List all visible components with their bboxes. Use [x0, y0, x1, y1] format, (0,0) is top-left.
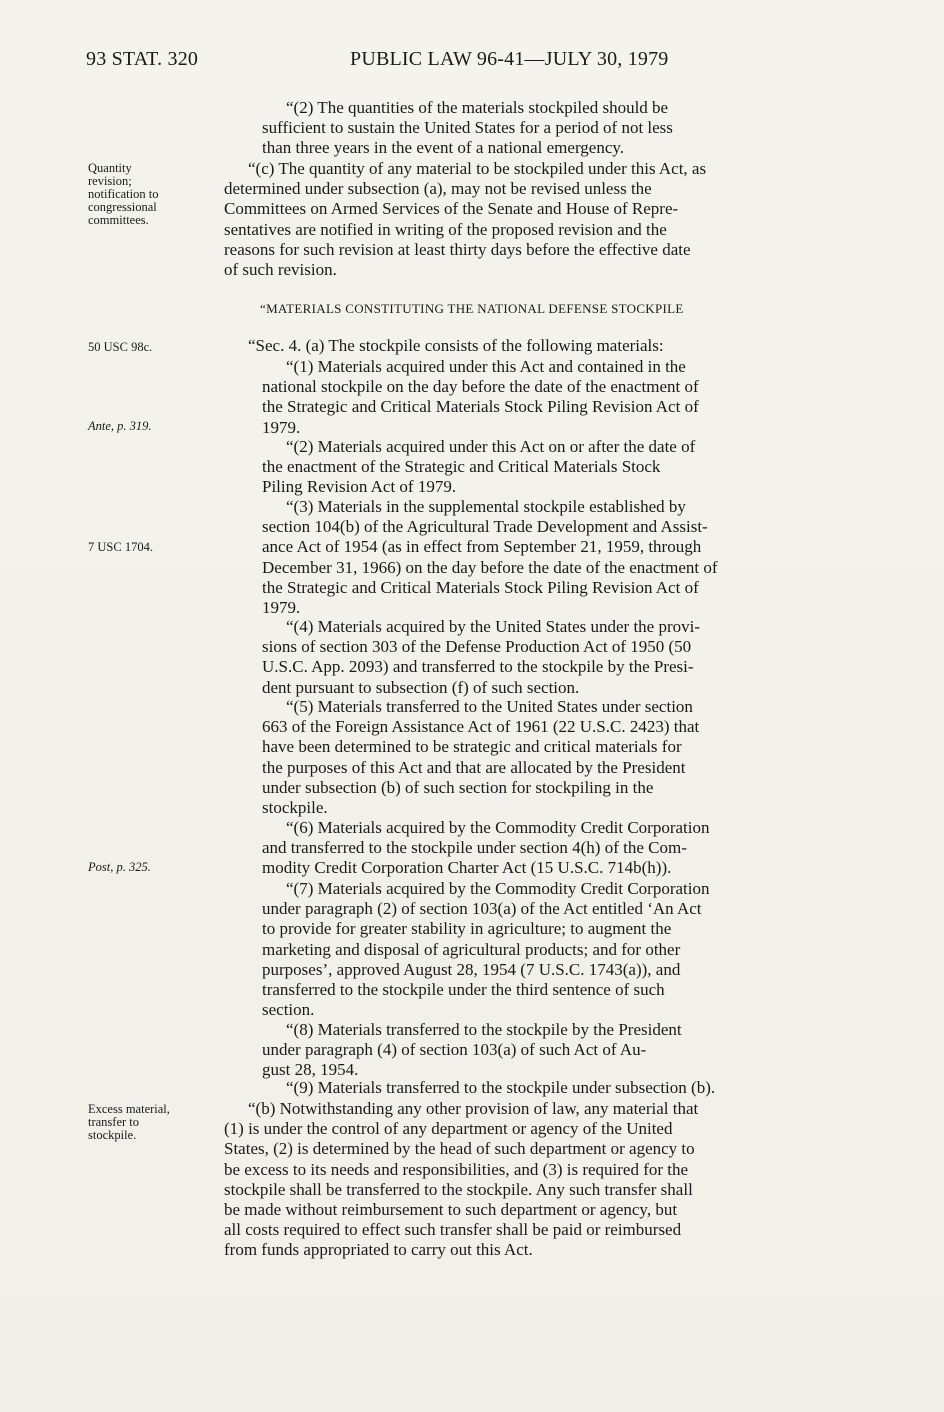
text-line: “(2) Materials acquired under this Act on or after the date of: [286, 437, 696, 456]
text-line: under paragraph (4) of section 103(a) of such Act of Au-: [262, 1040, 647, 1060]
text-line: “(b) Notwithstanding any other provision of law, any material that: [248, 1099, 699, 1118]
materials-item-7: [262, 879, 852, 1020]
text-line: “(3) Materials in the supplemental stockpile established by: [286, 497, 686, 516]
margin-note-usc-1704: [88, 541, 153, 554]
margin-note-line: transfer to: [88, 1115, 140, 1129]
text-line: Committees on Armed Services of the Senate and House of Repre-: [224, 199, 679, 219]
text-line: modity Credit Corporation Charter Act (15 U.S.C. 714b(h)).: [262, 858, 672, 878]
text-line: the Strategic and Critical Materials Stock Piling Revision Act of: [262, 397, 699, 417]
materials-item-1: [262, 357, 852, 438]
text-line: “(9) Materials transferred to the stockpile under subsection (b).: [286, 1078, 716, 1097]
text-line: “(1) Materials acquired under this Act and contained in the: [286, 357, 686, 376]
materials-item-4: [262, 617, 852, 698]
text-line: December 31, 1966) on the day before the date of the enactment of: [262, 557, 718, 577]
text-line: “(2) The quantities of the materials stockpiled should be: [286, 98, 669, 117]
materials-item-9: [262, 1078, 852, 1098]
text-line: determined under subsection (a), may not be revised unless the: [224, 179, 652, 199]
text-line: national stockpile on the day before the date of the enactment of: [262, 377, 699, 397]
text-line: 663 of the Foreign Assistance Act of 1961 (22 U.S.C. 2423) that: [262, 717, 700, 737]
text-line: transferred to the stockpile under the third sentence of such: [262, 980, 665, 1000]
text-line: the Strategic and Critical Materials Stock Piling Revision Act of: [262, 577, 699, 597]
margin-note-usc-98c: [88, 341, 152, 354]
text-line: sions of section 303 of the Defense Production Act of 1950 (50: [262, 637, 692, 657]
running-title: PUBLIC LAW 96-41—JULY 30, 1979: [350, 48, 669, 70]
text-line: U.S.C. App. 2093) and transferred to the stockpile by the Presi-: [262, 657, 694, 677]
text-line: (1) is under the control of any department or agency of the United: [224, 1119, 673, 1139]
text-line: gust 28, 1954.: [262, 1060, 359, 1080]
margin-note-line: 7 USC 1704.: [88, 540, 153, 554]
text-line: from funds appropriated to carry out this Act.: [224, 1240, 533, 1260]
text-line: stockpile shall be transferred to the stockpile. Any such transfer shall: [224, 1179, 693, 1199]
text-line: stockpile.: [262, 798, 328, 818]
text-line: be made without reimbursement to such department or agency, but: [224, 1200, 678, 1220]
text-line: and transferred to the stockpile under section 4(h) of the Com-: [262, 838, 687, 858]
materials-item-2: [262, 437, 852, 498]
text-line: under paragraph (2) of section 103(a) of the Act entitled ‘An Act: [262, 899, 702, 919]
text-line: purposes’, approved August 28, 1954 (7 U.S.C. 1743(a)), and: [262, 959, 681, 979]
text-line: under subsection (b) of such section for stockpiling in the: [262, 777, 654, 797]
text-line: ance Act of 1954 (as in effect from September 21, 1959, through: [262, 537, 702, 557]
text-line: be excess to its needs and responsibilities, and (3) is required for the: [224, 1159, 689, 1179]
text-line: 1979.: [262, 598, 301, 618]
materials-item-5: [262, 697, 852, 818]
text-line: States, (2) is determined by the head of such department or agency to: [224, 1139, 695, 1159]
margin-note-line: revision;: [88, 174, 132, 188]
text-line: section 104(b) of the Agricultural Trade Development and Assist-: [262, 517, 708, 537]
materials-item-8: [262, 1020, 852, 1081]
margin-note-line: notification to: [88, 187, 159, 201]
text-line: sentatives are notified in writing of the proposed revision and the: [224, 219, 667, 239]
text-line: “Sec. 4. (a) The stockpile consists of the following materials:: [248, 336, 664, 355]
paragraph-2: [262, 98, 852, 159]
text-line: “(c) The quantity of any material to be stockpiled under this Act, as: [248, 159, 707, 178]
margin-note-line: stockpile.: [88, 1128, 137, 1142]
margin-note-line: committees.: [88, 213, 149, 227]
text-line: section.: [262, 1000, 315, 1020]
text-line: “(6) Materials acquired by the Commodity Credit Corporation: [286, 818, 710, 837]
margin-note-line: 50 USC 98c.: [88, 340, 153, 354]
margin-note-line: Quantity: [88, 161, 132, 175]
margin-note-line: Post, p. 325.: [88, 860, 151, 874]
text-line: dent pursuant to subsection (f) of such section.: [262, 677, 580, 697]
text-line: have been determined to be strategic and critical materials for: [262, 737, 682, 757]
margin-note-line: congressional: [88, 200, 157, 214]
materials-item-6: [262, 818, 852, 879]
section-heading: “MATERIALS CONSTITUTING THE NATIONAL DEFENSE STOCKPILE: [260, 301, 684, 316]
subsection-c: [224, 159, 852, 280]
text-line: marketing and disposal of agricultural products; and for other: [262, 939, 681, 959]
text-line: Piling Revision Act of 1979.: [262, 477, 457, 497]
subsection-b: [224, 1099, 852, 1261]
text-line: the purposes of this Act and that are allocated by the President: [262, 757, 686, 777]
text-line: “(8) Materials transferred to the stockpile by the President: [286, 1020, 682, 1039]
text-line: to provide for greater stability in agriculture; to augment the: [262, 919, 672, 939]
page-reference: 93 STAT. 320: [86, 48, 199, 70]
text-line: 1979.: [262, 417, 301, 437]
materials-item-3: [262, 497, 852, 618]
text-line: all costs required to effect such transfer shall be paid or reimbursed: [224, 1220, 682, 1240]
text-line: than three years in the event of a national emergency.: [262, 138, 625, 158]
text-line: sufficient to sustain the United States for a period of not less: [262, 118, 673, 138]
margin-note-quantity-revision: [88, 162, 158, 227]
text-line: of such revision.: [224, 260, 337, 280]
margin-note-line: Excess material,: [88, 1102, 170, 1116]
text-line: reasons for such revision at least thirty days before the effective date: [224, 239, 691, 259]
section-4-intro: [224, 336, 852, 356]
margin-note-line: Ante, p. 319.: [88, 419, 152, 433]
text-line: “(4) Materials acquired by the United States under the provi-: [286, 617, 701, 636]
margin-note-ante: [88, 420, 152, 433]
margin-note-excess-material: [88, 1103, 170, 1142]
text-line: the enactment of the Strategic and Critical Materials Stock: [262, 457, 661, 477]
text-line: “(5) Materials transferred to the United States under section: [286, 697, 693, 716]
text-line: “(7) Materials acquired by the Commodity Credit Corporation: [286, 879, 710, 898]
margin-note-post: [88, 861, 151, 874]
